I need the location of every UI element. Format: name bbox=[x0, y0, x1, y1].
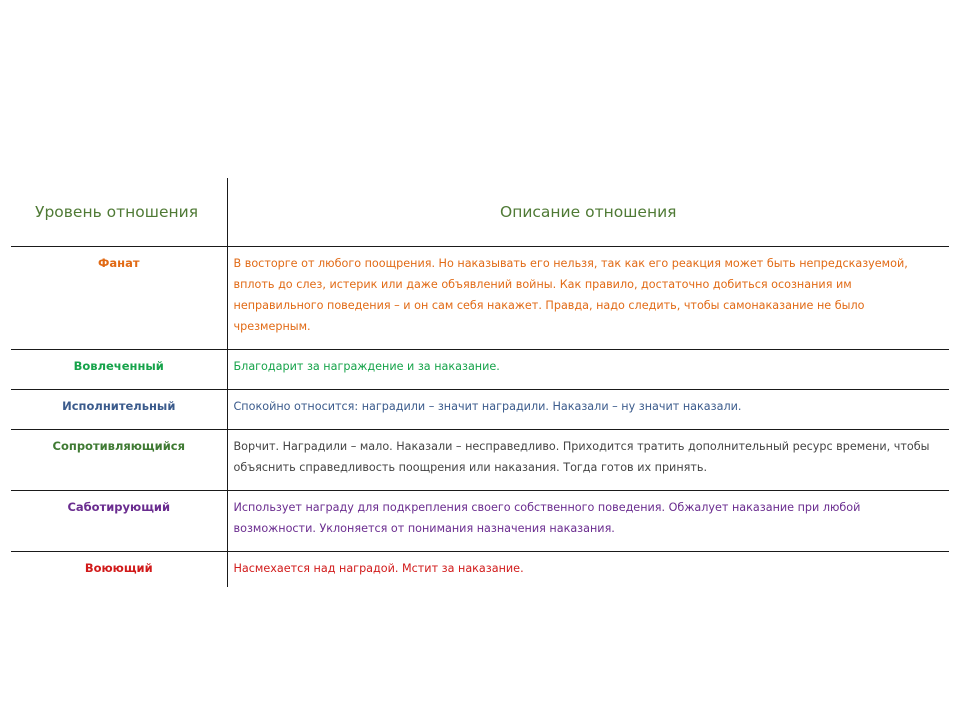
level-resisting: Сопротивляющийся bbox=[11, 430, 227, 491]
level-warring: Воюющий bbox=[11, 552, 227, 588]
level-sabotaging: Саботирующий bbox=[11, 491, 227, 552]
column-header-level: Уровень отношения bbox=[11, 178, 227, 247]
attitude-table-container bbox=[11, 178, 949, 587]
table-row bbox=[11, 247, 949, 350]
description-executive: Спокойно относится: наградили – значит наградили. Наказали – ну значит наказали. bbox=[227, 390, 949, 430]
level-engaged: Вовлеченный bbox=[11, 350, 227, 390]
table-header-row bbox=[11, 178, 949, 247]
level-executive: Исполнительный bbox=[11, 390, 227, 430]
attitude-levels-table bbox=[11, 178, 949, 587]
table-row bbox=[11, 390, 949, 430]
description-engaged: Благодарит за награждение и за наказание. bbox=[227, 350, 949, 390]
description-sabotaging: Использует награду для подкрепления своего собственного поведения. Обжалует наказание при любой возможности. Уклоняется от понимания назначения наказания. bbox=[227, 491, 949, 552]
table-row bbox=[11, 430, 949, 491]
table-row bbox=[11, 350, 949, 390]
table-row bbox=[11, 552, 949, 588]
table-row bbox=[11, 491, 949, 552]
column-header-description: Описание отношения bbox=[227, 178, 949, 247]
description-fan: В восторге от любого поощрения. Но наказывать его нельзя, так как его реакция может быть непредсказуемой, вплоть до слез, истерик или даже объявлений войны. Как правило, достаточно добиться осознания им неправильного поведения – и он сам себя накажет. Правда, надо следить, чтобы самонаказание не было чрезмерным. bbox=[227, 247, 949, 350]
description-resisting: Ворчит. Наградили – мало. Наказали – несправедливо. Приходится тратить дополнительный ресурс времени, чтобы объяснить справедливость поощрения или наказания. Тогда готов их принять. bbox=[227, 430, 949, 491]
description-warring: Насмехается над наградой. Мстит за наказание. bbox=[233, 562, 524, 575]
level-fan: Фанат bbox=[11, 247, 227, 350]
